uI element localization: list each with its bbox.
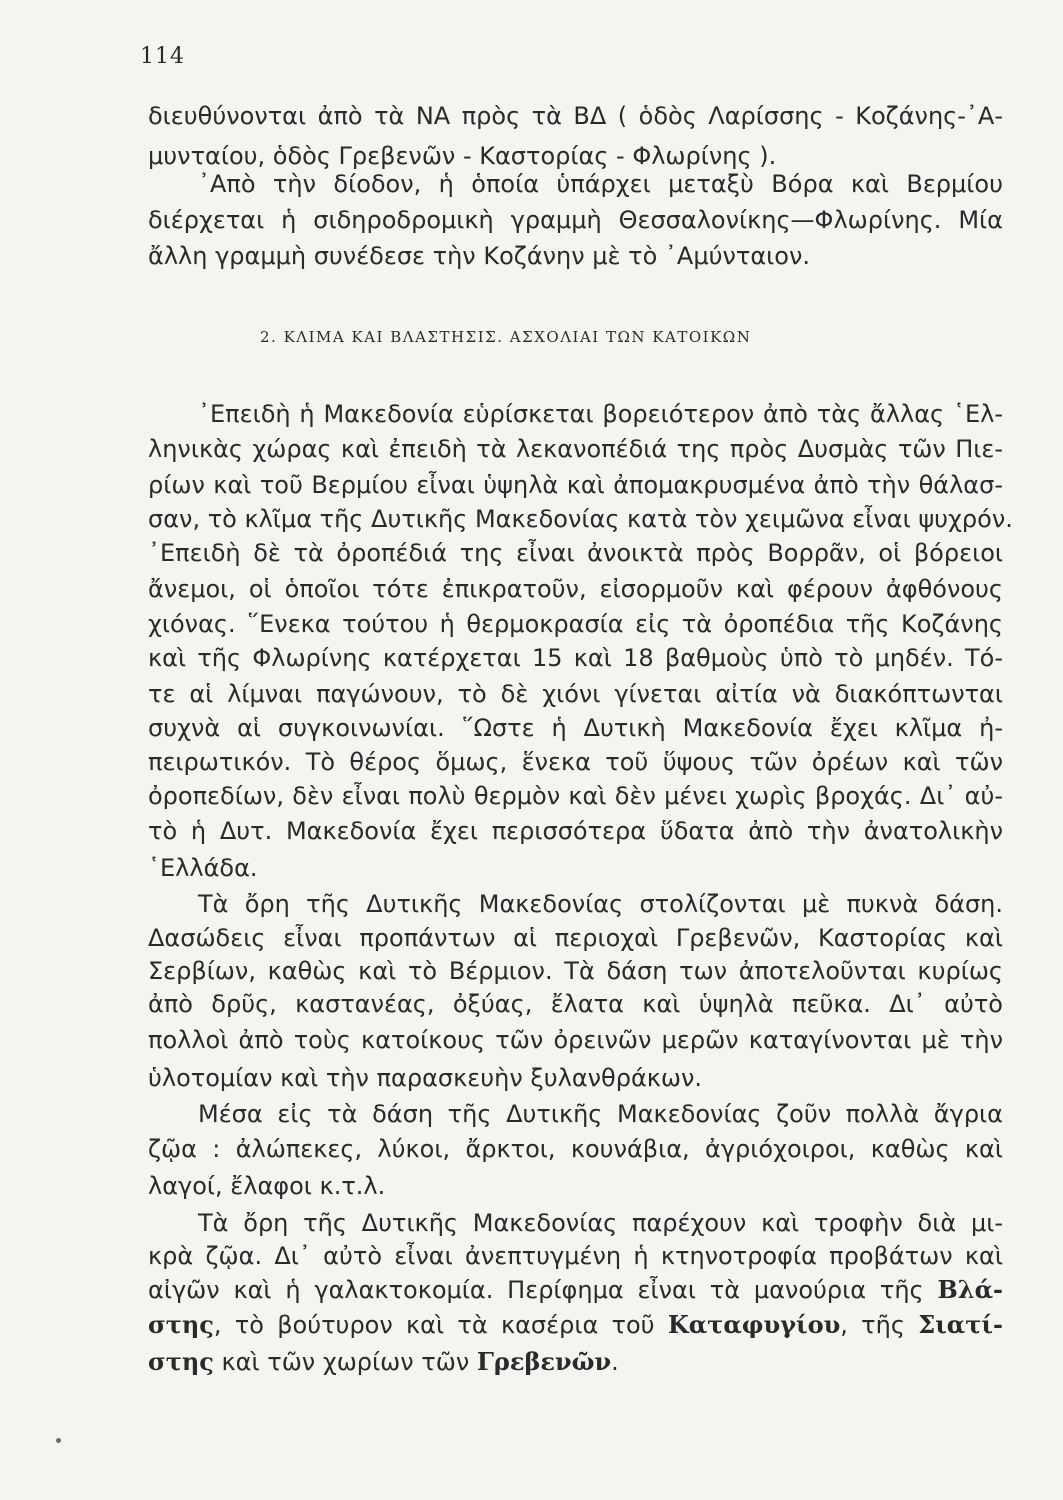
text-line: πειρωτικόν. Τὸ θέρος ὅμως, ἕνεκα τοῦ ὕψους τῶν ὀρέων καὶ τῶν bbox=[148, 748, 1003, 776]
text-line: ᾿Επειδὴ δὲ τὰ ὀροπέδιά της εἶναι ἀνοικτὰ πρὸς Βορρᾶν, οἱ βόρειοι bbox=[148, 539, 1003, 567]
text-line: ἄνεμοι, οἱ ὁποῖοι τότε ἐπικρατοῦν, εἰσορμοῦν καὶ φέρουν ἀφθόνους bbox=[148, 575, 1003, 603]
text-run: καὶ τῶν χωρίων τῶν bbox=[213, 1348, 477, 1376]
text-line: Τὰ ὄρη τῆς Δυτικῆς Μακεδονίας στολίζονται μὲ πυκνὰ δάση. bbox=[198, 890, 1003, 918]
text-line: καὶ τῆς Φλωρίνης κατέρχεται 15 καὶ 18 βαθμοὺς ὑπὸ τὸ μηδέν. Τό- bbox=[148, 644, 1003, 672]
text-line bbox=[148, 1346, 1003, 1378]
text-line: Δασώδεις εἶναι προπάντων αἱ περιοχαὶ Γρεβενῶν, Καστορίας καὶ bbox=[148, 924, 1003, 952]
text-line: μυνταίου, ὁδὸς Γρεβενῶν - Καστορίας - Φλωρίνης ). bbox=[148, 142, 777, 170]
text-line: διευθύνονται ἀπὸ τὰ ΝΑ πρὸς τὰ ΒΔ ( ὁδὸς Λαρίσσης - Κοζάνης-᾿Α- bbox=[148, 102, 1003, 130]
text-line: πολλοὶ ἀπὸ τοὺς κατοίκους τῶν ὀρεινῶν μερῶν καταγίνονται μὲ τὴν bbox=[148, 1026, 1003, 1054]
text-line: Τὰ ὄρη τῆς Δυτικῆς Μακεδονίας παρέχουν καὶ τροφὴν διὰ μι- bbox=[198, 1209, 1003, 1237]
page-number: 114 bbox=[140, 44, 185, 69]
text-line bbox=[148, 1309, 1003, 1341]
text-line: συχνὰ αἱ συγκοινωνίαι. ῞Ωστε ἡ Δυτικὴ Μακεδονία ἔχει κλῖμα ἠ- bbox=[148, 714, 1003, 742]
text-line: ληνικὰς χώρας καὶ ἐπειδὴ τὰ λεκανοπέδιά της πρὸς Δυσμὰς τῶν Πιε- bbox=[148, 435, 1003, 463]
text-line: ζῷα : ἀλώπεκες, λύκοι, ἄρκτοι, κουνάβια, ἀγριόχοιροι, καθὼς καὶ bbox=[148, 1135, 1003, 1163]
paper-speck bbox=[56, 1438, 61, 1443]
section-heading: 2. ΚΛΙΜΑ ΚΑΙ ΒΛΑΣΤΗΣΙΣ. ΑΣΧΟΛΙΑΙ ΤΩΝ ΚΑΤΟΙΚΩΝ bbox=[260, 328, 752, 346]
text-run: αἰγῶν καὶ ἡ γαλακτοκομία. Περίφημα εἶναι τὰ μανούρια τῆς bbox=[148, 1276, 938, 1304]
text-line: ἄλλη γραμμὴ συνέδεσε τὴν Κοζάνην μὲ τὸ ᾿Αμύνταιον. bbox=[148, 242, 811, 270]
bold-place-name: Σιατί- bbox=[918, 1310, 1003, 1339]
text-line: Σερβίων, καθὼς καὶ τὸ Βέρμιον. Τὰ δάση των ἀποτελοῦνται κυρίως bbox=[148, 957, 1003, 985]
text-line: ἀπὸ δρῦς, καστανέας, ὀξύας, ἔλατα καὶ ὑψηλὰ πεῦκα. Δι᾿ αὐτὸ bbox=[148, 990, 1003, 1018]
text-line bbox=[148, 1274, 1003, 1306]
text-line: τὸ ἡ Δυτ. Μακεδονία ἔχει περισσότερα ὕδατα ἀπὸ τὴν ἀνατολικὴν bbox=[148, 817, 1003, 845]
text-line: Μέσα εἰς τὰ δάση τῆς Δυτικῆς Μακεδονίας ζοῦν πολλὰ ἄγρια bbox=[198, 1100, 1003, 1128]
text-line: διέρχεται ἡ σιδηροδρομικὴ γραμμὴ Θεσσαλονίκης—Φλωρίνης. Μία bbox=[148, 206, 1003, 234]
bold-place-name: στης bbox=[148, 1347, 214, 1376]
text-line: ὀροπεδίων, δὲν εἶναι πολὺ θερμὸν καὶ δὲν μένει χωρὶς βροχάς. Δι᾿ αὐ- bbox=[148, 782, 1003, 810]
bold-place-name: Γρεβενῶν bbox=[476, 1347, 612, 1376]
text-line: σαν, τὸ κλῖμα τῆς Δυτικῆς Μακεδονίας κατὰ τὸν χειμῶνα εἶναι ψυχρόν. bbox=[148, 505, 1013, 533]
bold-place-name: στης bbox=[148, 1310, 214, 1339]
text-line: τε αἱ λίμναι παγώνουν, τὸ δὲ χιόνι γίνεται αἰτία νὰ διακόπτωνται bbox=[148, 680, 1003, 708]
text-run: . bbox=[611, 1348, 619, 1376]
text-run: , τῆς bbox=[840, 1311, 919, 1339]
text-line: ῾Ελλάδα. bbox=[148, 854, 258, 882]
text-line: ρίων καὶ τοῦ Βερμίου εἶναι ὑψηλὰ καὶ ἀπομακρυσμένα ἀπὸ τὴν θάλασ- bbox=[148, 471, 1003, 499]
bold-place-name: Βλά- bbox=[937, 1275, 1003, 1304]
text-line: λαγοί, ἔλαφοι κ.τ.λ. bbox=[148, 1172, 386, 1200]
text-line: ᾿Επειδὴ ἡ Μακεδονία εὑρίσκεται βορειότερον ἀπὸ τὰς ἄλλας ῾Ελ- bbox=[198, 400, 1003, 428]
text-line: ᾿Απὸ τὴν δίοδον, ἡ ὁποία ὑπάρχει μεταξὺ Βόρα καὶ Βερμίου bbox=[198, 170, 1003, 198]
text-line: κρὰ ζῷα. Δι᾿ αὐτὸ εἶναι ἀνεπτυγμένη ἡ κτηνοτροφία προβάτων καὶ bbox=[148, 1242, 1003, 1270]
text-run: , τὸ βούτυρον καὶ τὰ κασέρια τοῦ bbox=[213, 1311, 668, 1339]
text-line: χιόνας. ῞Ενεκα τούτου ἡ θερμοκρασία εἰς τὰ ὀροπέδια τῆς Κοζάνης bbox=[148, 610, 1003, 638]
text-line: ὑλοτομίαν καὶ τὴν παρασκευὴν ξυλανθράκων. bbox=[148, 1064, 703, 1092]
bold-place-name: Καταφυγίου bbox=[667, 1310, 841, 1339]
